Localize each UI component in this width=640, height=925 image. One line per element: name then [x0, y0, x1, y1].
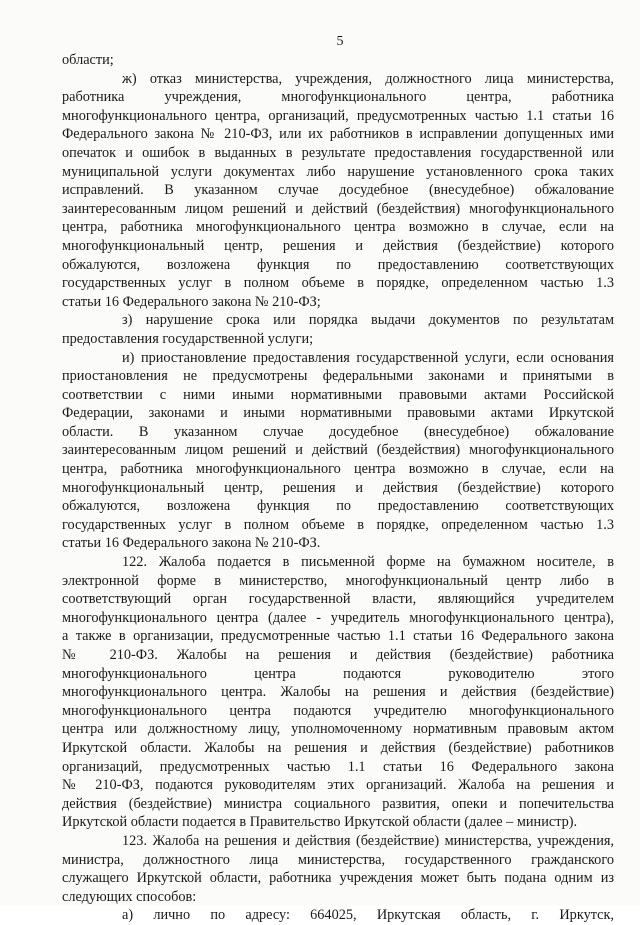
text-line: а) лично по адресу: 664025, Иркутская область, г. Иркутск, — [122, 907, 614, 924]
text-line: соответствии с ними иными нормативными правовыми актами Российской — [62, 386, 614, 403]
text-line: соответствующий орган государственной власти, являющийся учредителем — [62, 591, 614, 608]
text-line: государственных услуг в полном объеме в порядке, определенном частью 1.3 — [62, 516, 614, 533]
text-line: 122. Жалоба подается в письменной форме на бумажном носителе, в — [122, 554, 614, 571]
text-line: № 210-ФЗ, подаются руководителям этих организаций. Жалоба на решения и — [62, 777, 614, 794]
text-line: заинтересованным лицом решений и действий (бездействия) многофункционального — [62, 200, 614, 217]
text-line: многофункциональный центр, решения и действия (бездействие) которого — [62, 237, 614, 254]
text-line: государственных услуг в полном объеме в порядке, определенном частью 1.3 — [62, 275, 614, 292]
text-line: служащего Иркутской области, работника учреждения может быть подана одним из — [62, 870, 614, 887]
text-line: центра, работника многофункционального центра возможно в случае, если на — [62, 461, 614, 478]
text-line: центра, работника многофункционального центра возможно в случае, если на — [62, 219, 614, 236]
text-line: статьи 16 Федерального закона № 210-ФЗ; — [62, 293, 321, 310]
text-line: предоставления государственной услуги; — [62, 330, 314, 347]
text-line: многофункционального центра (далее - учредитель многофункционального центра), — [62, 609, 614, 626]
document-body — [62, 51, 614, 925]
text-line: организаций, предусмотренных частью 1.1 статьи 16 Федерального закона — [62, 758, 614, 775]
text-line: муниципальной услуги документах либо нарушение установленного срока таких — [62, 163, 614, 180]
text-line: многофункционального центра подаются руководителю этого — [62, 665, 614, 682]
text-line: приостановления не предусмотрены федеральными законами и принятыми в — [62, 368, 614, 385]
text-line: заинтересованным лицом решений и действий (бездействия) многофункционального — [62, 442, 614, 459]
text-line: а также в организации, предусмотренные частью 1.1 статьи 16 Федерального закона — [62, 628, 614, 645]
text-line: работника учреждения, многофункционального центра, работника — [62, 89, 614, 106]
text-line: опечаток и ошибок в выданных в результате предоставления государственной или — [62, 144, 614, 161]
text-line: Федерации, законами и иными нормативными правовыми актами Иркутской — [62, 405, 614, 422]
text-line: № 210-ФЗ. Жалобы на решения и действия (бездействие) работника — [62, 647, 614, 663]
text-line: центра или должностному лицу, уполномоченному нормативным правовым актом — [62, 721, 614, 738]
page-number: 5 — [336, 34, 344, 49]
text-line: действия (бездействие) министра социального развития, опеки и попечительства — [62, 795, 614, 812]
text-line: и) приостановление предоставления государственной услуги, если основания — [122, 349, 614, 366]
text-line: з) нарушение срока или порядка выдачи документов по результатам — [122, 312, 614, 329]
text-line: Иркутской области. Жалобы на решения и действия (бездействие) работников — [62, 739, 614, 756]
text-line: ж) отказ министерства, учреждения, должностного лица министерства, — [122, 70, 614, 87]
text-line: исправлений. В указанном случае досудебное (внесудебное) обжалование — [62, 182, 614, 199]
text-line: обжалуются, возложена функция по предоставлению соответствующих — [62, 256, 614, 273]
text-line: обжалуются, возложена функция по предоставлению соответствующих — [62, 498, 614, 515]
text-line: многофункционального центра, организаций, предусмотренных частью 1.1 статьи 16 — [62, 107, 614, 124]
text-line: многофункциональный центр, решения и действия (бездействие) которого — [62, 479, 614, 496]
text-line: Федерального закона № 210-ФЗ, или их работников в исправлении допущенных ими — [62, 126, 614, 143]
text-line: министра, должностного лица министерства, государственного гражданского — [62, 851, 614, 868]
text-line: статьи 16 Федерального закона № 210-ФЗ. — [62, 535, 321, 552]
text-line: Иркутской области подается в Правительство Иркутской области (далее – министр). — [62, 814, 578, 831]
text-line: области. В указанном случае досудебное (внесудебное) обжалование — [62, 423, 614, 440]
text-line: многофункционального центра подаются учредителю многофункционального — [62, 702, 614, 719]
text-line: следующих способов: — [62, 888, 197, 905]
text-line: электронной форме в министерство, многофункциональный центр либо в — [62, 572, 614, 589]
text-line: 123. Жалоба на решения и действия (бездействие) министерства, учреждения, — [122, 832, 614, 849]
text-line: области; — [62, 52, 114, 68]
text-line: многофункционального центра. Жалобы на решения и действия (бездействие) — [62, 684, 614, 701]
